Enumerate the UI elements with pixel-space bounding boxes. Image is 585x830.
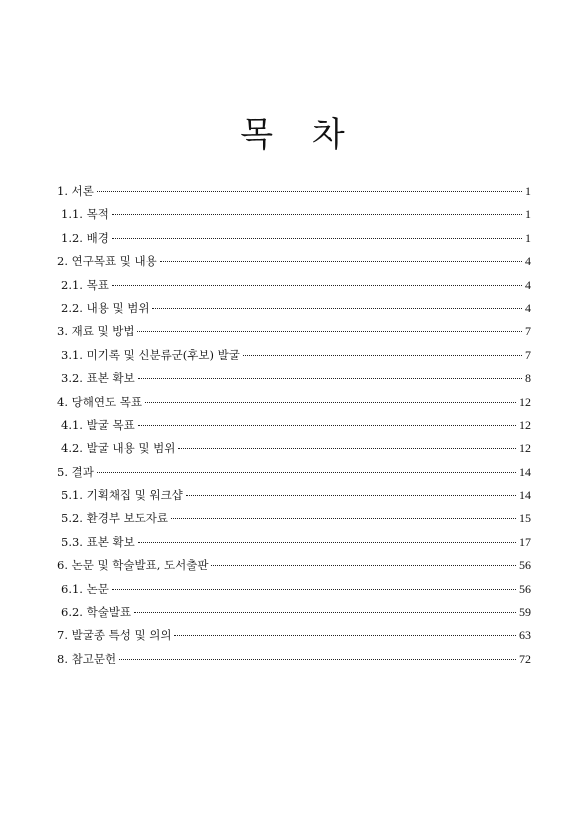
toc-entry-label: 5.1. 기획채집 및 워크샵 xyxy=(61,488,183,503)
dot-leader xyxy=(112,214,522,215)
dot-leader xyxy=(211,565,516,566)
toc-entry-page-number: 1 xyxy=(525,207,531,222)
dot-leader xyxy=(243,355,522,356)
toc-entry-label: 5. 결과 xyxy=(57,464,94,479)
dot-leader xyxy=(152,308,522,309)
toc-entry[interactable] xyxy=(57,507,531,530)
dot-leader xyxy=(112,589,516,590)
toc-entry-page-number: 12 xyxy=(519,417,531,432)
toc-entry-label: 3.2. 표본 확보 xyxy=(61,371,135,386)
dot-leader xyxy=(97,191,522,192)
toc-entry-page-number: 72 xyxy=(519,651,531,666)
toc-entry-label: 2.2. 내용 및 범위 xyxy=(61,300,150,315)
toc-entry-label: 3.1. 미기록 및 신분류군(후보) 발굴 xyxy=(61,347,240,362)
toc-entry-page-number: 7 xyxy=(525,347,531,362)
dot-leader xyxy=(138,542,516,543)
toc-entry[interactable] xyxy=(57,391,531,414)
toc-entry-label: 2.1. 목표 xyxy=(61,277,109,292)
toc-entry[interactable] xyxy=(57,601,531,624)
toc-entry-page-number: 4 xyxy=(525,277,531,292)
toc-entry-label: 1.2. 배경 xyxy=(61,230,109,245)
dot-leader xyxy=(186,495,516,496)
toc-entry[interactable] xyxy=(57,531,531,554)
dot-leader xyxy=(112,285,522,286)
toc-entry[interactable] xyxy=(57,367,531,390)
toc-entry-page-number: 15 xyxy=(519,511,531,526)
toc-entry-label: 6.2. 학술발표 xyxy=(61,605,132,620)
toc-entry-label: 4.2. 발굴 내용 및 범위 xyxy=(61,441,176,456)
toc-entry-page-number: 4 xyxy=(525,254,531,269)
dot-leader xyxy=(178,448,516,449)
toc-entry[interactable] xyxy=(57,180,531,203)
toc-entry-page-number: 14 xyxy=(519,488,531,503)
toc-entry[interactable] xyxy=(57,648,531,671)
toc-entry[interactable] xyxy=(57,274,531,297)
table-of-contents xyxy=(57,180,531,671)
dot-leader xyxy=(137,331,522,332)
toc-entry[interactable] xyxy=(57,414,531,437)
toc-entry[interactable] xyxy=(57,227,531,250)
toc-entry-label: 5.2. 환경부 보도자료 xyxy=(61,511,169,526)
toc-entry[interactable] xyxy=(57,554,531,577)
toc-entry-page-number: 56 xyxy=(519,558,531,573)
toc-entry[interactable] xyxy=(57,344,531,367)
toc-entry-page-number: 12 xyxy=(519,394,531,409)
toc-entry-page-number: 8 xyxy=(525,371,531,386)
toc-entry[interactable] xyxy=(57,461,531,484)
toc-entry-page-number: 14 xyxy=(519,464,531,479)
toc-entry-label: 1.1. 목적 xyxy=(61,207,109,222)
toc-entry-page-number: 7 xyxy=(525,324,531,339)
toc-entry-page-number: 63 xyxy=(519,628,531,643)
toc-entry-label: 1. 서론 xyxy=(57,184,94,198)
dot-leader xyxy=(138,425,516,426)
toc-entry-label: 4.1. 발굴 목표 xyxy=(61,417,135,432)
toc-entry-label: 8. 참고문헌 xyxy=(57,651,117,666)
toc-entry-label: 6.1. 논문 xyxy=(61,581,109,596)
toc-entry-page-number: 59 xyxy=(519,605,531,620)
toc-entry-label: 5.3. 표본 확보 xyxy=(61,534,135,549)
dot-leader xyxy=(171,518,516,519)
toc-entry[interactable] xyxy=(57,250,531,273)
toc-entry[interactable] xyxy=(57,437,531,460)
toc-entry-label: 3. 재료 및 방법 xyxy=(57,324,135,339)
toc-entry-page-number: 17 xyxy=(519,534,531,549)
dot-leader xyxy=(119,659,516,660)
toc-title: 목 차 xyxy=(240,114,359,155)
dot-leader xyxy=(145,402,516,403)
toc-entry-label: 4. 당해연도 목표 xyxy=(57,394,142,409)
dot-leader xyxy=(134,612,516,613)
toc-entry-page-number: 56 xyxy=(519,581,531,596)
toc-entry-label: 7. 발굴종 특성 및 의의 xyxy=(57,628,172,643)
dot-leader xyxy=(97,472,516,473)
dot-leader xyxy=(112,238,522,239)
toc-entry[interactable] xyxy=(57,320,531,343)
toc-entry[interactable] xyxy=(57,484,531,507)
toc-entry-page-number: 12 xyxy=(519,441,531,456)
toc-entry-label: 2. 연구목표 및 내용 xyxy=(57,254,157,269)
toc-entry-page-number: 1 xyxy=(525,230,531,245)
toc-entry-label: 6. 논문 및 학술발표, 도서출판 xyxy=(57,558,209,573)
toc-entry[interactable] xyxy=(57,578,531,601)
toc-entry[interactable] xyxy=(57,203,531,226)
toc-entry[interactable] xyxy=(57,624,531,647)
dot-leader xyxy=(160,261,522,262)
toc-entry-page-number: 1 xyxy=(525,184,531,198)
toc-entry[interactable] xyxy=(57,297,531,320)
dot-leader xyxy=(138,378,522,379)
toc-entry-page-number: 4 xyxy=(525,300,531,315)
dot-leader xyxy=(174,635,516,636)
